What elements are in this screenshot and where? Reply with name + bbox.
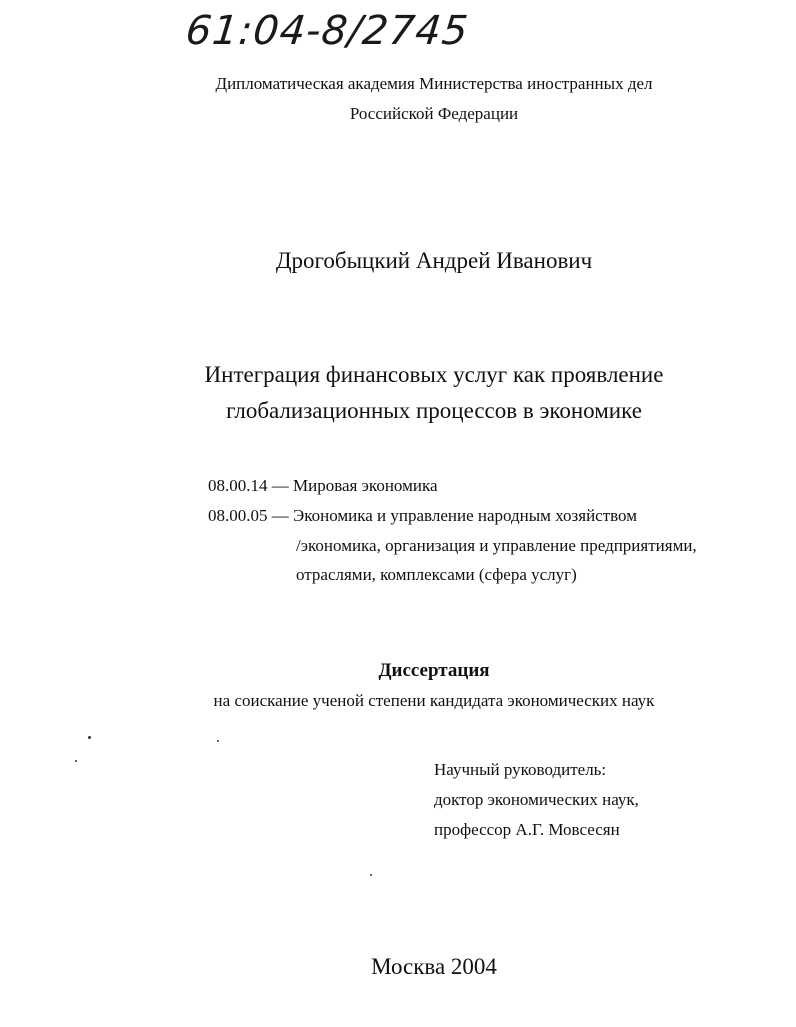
- scan-speck: [217, 740, 219, 742]
- specialty-second-line-3: отраслями, комплексами (сфера услуг): [296, 565, 577, 584]
- dissertation-label: Диссертация: [378, 660, 490, 681]
- specialty-first: 08.00.14 — Мировая экономика: [208, 476, 438, 495]
- organization-line-2: Российской Федерации: [349, 104, 519, 123]
- advisor-heading: Научный руководитель:: [434, 760, 607, 779]
- thesis-title-line-1: Интеграция финансовых услуг как проявление: [204, 362, 664, 387]
- advisor-degree: доктор экономических наук,: [434, 790, 639, 809]
- organization-line-1: Дипломатическая академия Министерства иностранных дел: [215, 74, 653, 93]
- thesis-title-line-2: глобализационных процессов в экономике: [226, 398, 642, 423]
- author-name: Дрогобыцкий Андрей Иванович: [275, 248, 593, 273]
- specialty-second-line-1: 08.00.05 — Экономика и управление народным хозяйством: [208, 506, 637, 525]
- advisor-name: профессор А.Г. Мовсесян: [434, 820, 620, 839]
- place-and-year: Москва 2004: [371, 954, 497, 979]
- scan-speck: [75, 760, 77, 762]
- scan-speck: [88, 736, 91, 739]
- dissertation-subtitle: на соискание ученой степени кандидата экономических наук: [213, 691, 655, 710]
- scan-speck: [370, 874, 372, 876]
- handwritten-archive-number: 61:04-8/2745: [183, 8, 471, 54]
- specialty-second-line-2: /экономика, организация и управление предприятиями,: [296, 536, 697, 555]
